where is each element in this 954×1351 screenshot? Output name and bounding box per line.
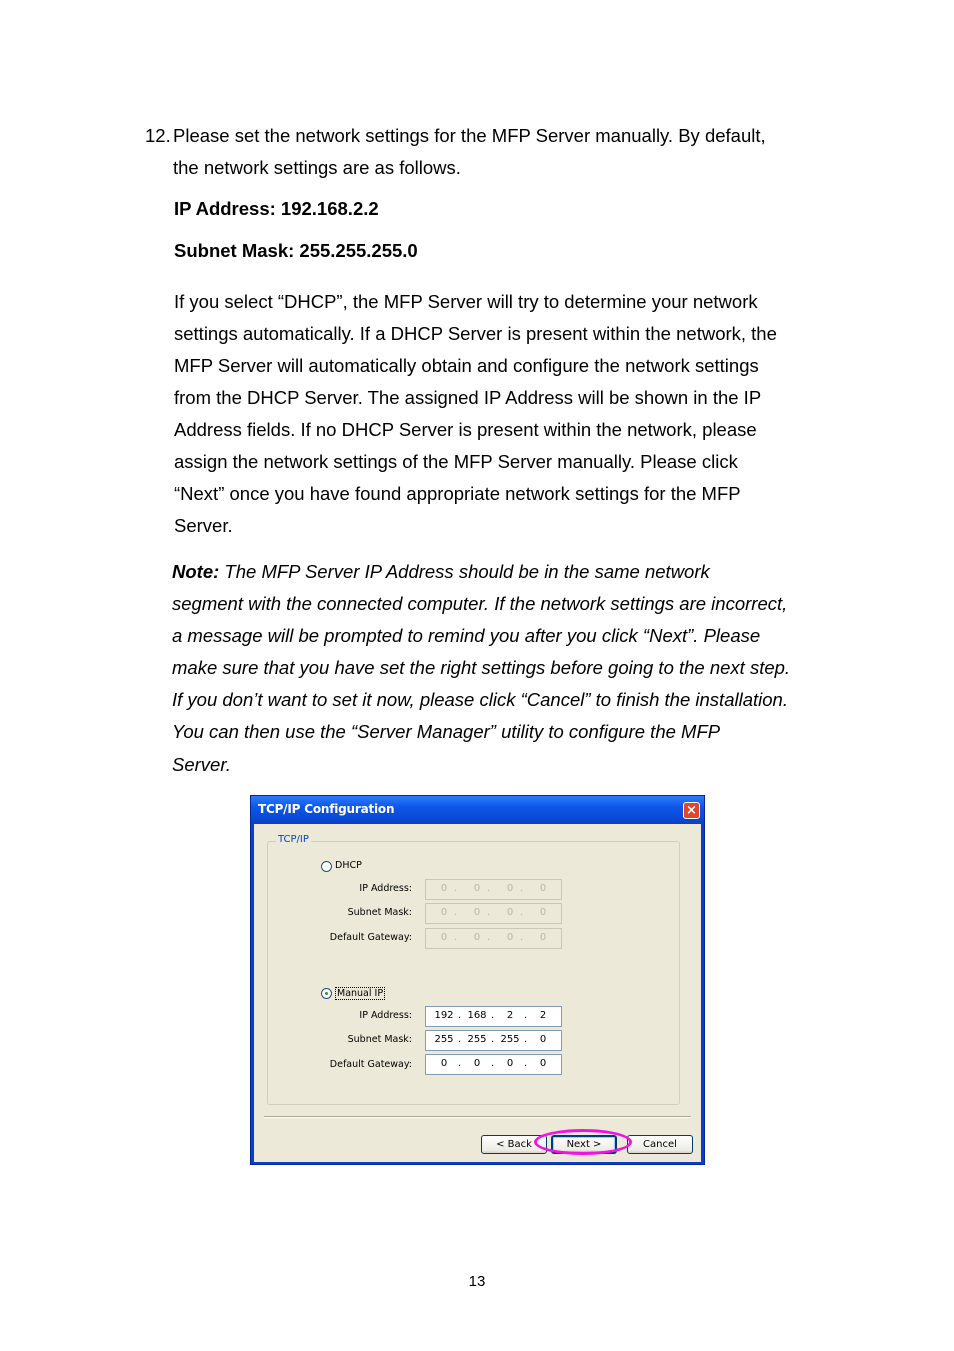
- cancel-button[interactable]: Cancel: [627, 1135, 693, 1154]
- ip-octet[interactable]: 168: [467, 1010, 487, 1021]
- step-text-line-1: Please set the network settings for the MFP Server manually. By default,: [173, 125, 766, 146]
- paragraph-line: “Next” once you have found appropriate network settings for the MFP: [174, 483, 741, 504]
- radio-selected-dot: [325, 992, 328, 995]
- note-line: If you don’t want to set it now, please click “Cancel” to finish the installation.: [172, 689, 788, 710]
- ip-octet[interactable]: 255: [500, 1034, 520, 1045]
- ip-octet[interactable]: 255: [434, 1034, 454, 1045]
- note-line: make sure that you have set the right settings before going to the next step.: [172, 657, 791, 678]
- group-label: TCP/IP: [278, 834, 309, 845]
- dialog-title-bar[interactable]: [251, 796, 704, 824]
- manual-subnet-mask-field[interactable]: 255 . 255 . 255 . 0: [425, 1030, 562, 1051]
- note-text: The MFP Server IP Address should be in the same network: [219, 561, 710, 582]
- ip-octet: 0: [440, 883, 448, 894]
- manual-ip-radio[interactable]: [321, 988, 332, 999]
- paragraph-line: Address fields. If no DHCP Server is present within the network, please: [174, 419, 757, 440]
- note-line: a message will be prompted to remind you after you click “Next”. Please: [172, 625, 761, 646]
- ip-octet: 0: [440, 932, 448, 943]
- close-icon: ×: [686, 803, 697, 818]
- ip-octet[interactable]: 0: [473, 1058, 481, 1069]
- dialog-title: TCP/IP Configuration: [258, 802, 395, 816]
- manual-ip-address-field[interactable]: 192 . 168 . 2 . 2: [425, 1006, 562, 1027]
- dhcp-gateway-field: 0 . 0 . 0 . 0: [425, 928, 562, 949]
- ip-octet: 0: [539, 907, 547, 918]
- back-button[interactable]: < Back: [481, 1135, 547, 1154]
- note-line: segment with the connected computer. If the network settings are incorrect,: [172, 593, 788, 614]
- note-label: Note:: [172, 561, 220, 582]
- manual-gateway-field[interactable]: 0 . 0 . 0 . 0: [425, 1054, 562, 1075]
- default-ip-address: IP Address: 192.168.2.2: [174, 198, 379, 219]
- ip-octet: 0: [473, 883, 481, 894]
- ip-octet: 0: [440, 907, 448, 918]
- dhcp-radio[interactable]: [321, 861, 332, 872]
- ip-octet: 0: [539, 883, 547, 894]
- paragraph-line: from the DHCP Server. The assigned IP Address will be shown in the IP: [174, 387, 762, 408]
- ip-octet: 0: [506, 907, 514, 918]
- manual-gateway-label: Default Gateway:: [329, 1059, 412, 1070]
- close-button[interactable]: [683, 802, 700, 819]
- tcpip-group: [267, 834, 680, 1105]
- ip-octet: 0: [473, 932, 481, 943]
- manual-subnet-mask-label: Subnet Mask:: [347, 1034, 412, 1045]
- ip-octet[interactable]: 2: [539, 1010, 547, 1021]
- ip-octet[interactable]: 192: [434, 1010, 454, 1021]
- ip-octet: 0: [506, 932, 514, 943]
- ip-octet[interactable]: 0: [539, 1058, 547, 1069]
- manual-ip-label[interactable]: Manual IP: [337, 988, 384, 999]
- ip-octet[interactable]: 0: [506, 1058, 514, 1069]
- dialog-body: [254, 824, 701, 1162]
- paragraph-line: If you select “DHCP”, the MFP Server will try to determine your network: [174, 291, 758, 312]
- note-line: Server.: [172, 754, 231, 775]
- next-highlight-circle: [534, 1129, 632, 1155]
- button-separator: [264, 1116, 691, 1118]
- next-button[interactable]: Next >: [551, 1135, 617, 1154]
- dhcp-label[interactable]: DHCP: [335, 860, 362, 871]
- dhcp-ip-field: 0 . 0 . 0 . 0: [425, 879, 562, 900]
- step-number: 12.: [145, 125, 171, 146]
- note-line: You can then use the “Server Manager” utility to configure the MFP: [172, 721, 721, 742]
- ip-octet: 0: [473, 907, 481, 918]
- dhcp-gateway-label: Default Gateway:: [329, 932, 412, 943]
- ip-octet[interactable]: 0: [539, 1034, 547, 1045]
- step-text-line-2: the network settings are as follows.: [173, 157, 461, 178]
- ip-octet[interactable]: 0: [440, 1058, 448, 1069]
- note-first-line: [172, 556, 710, 588]
- ip-octet[interactable]: 255: [467, 1034, 487, 1045]
- paragraph-line: Server.: [174, 515, 233, 536]
- ip-octet: 0: [539, 932, 547, 943]
- dhcp-ip-label: IP Address:: [359, 883, 412, 894]
- tcpip-config-dialog: [250, 795, 705, 1165]
- dhcp-mask-label: Subnet Mask:: [347, 907, 412, 918]
- default-subnet-mask: Subnet Mask: 255.255.255.0: [174, 240, 418, 261]
- paragraph-line: assign the network settings of the MFP Server manually. Please click: [174, 451, 738, 472]
- paragraph-line: settings automatically. If a DHCP Server is present within the network, the: [174, 323, 777, 344]
- ip-octet[interactable]: 2: [506, 1010, 514, 1021]
- page-number: 13: [468, 1273, 486, 1290]
- ip-octet: 0: [506, 883, 514, 894]
- dhcp-mask-field: 0 . 0 . 0 . 0: [425, 903, 562, 924]
- paragraph-line: MFP Server will automatically obtain and configure the network settings: [174, 355, 759, 376]
- manual-ip-address-label: IP Address:: [359, 1010, 412, 1021]
